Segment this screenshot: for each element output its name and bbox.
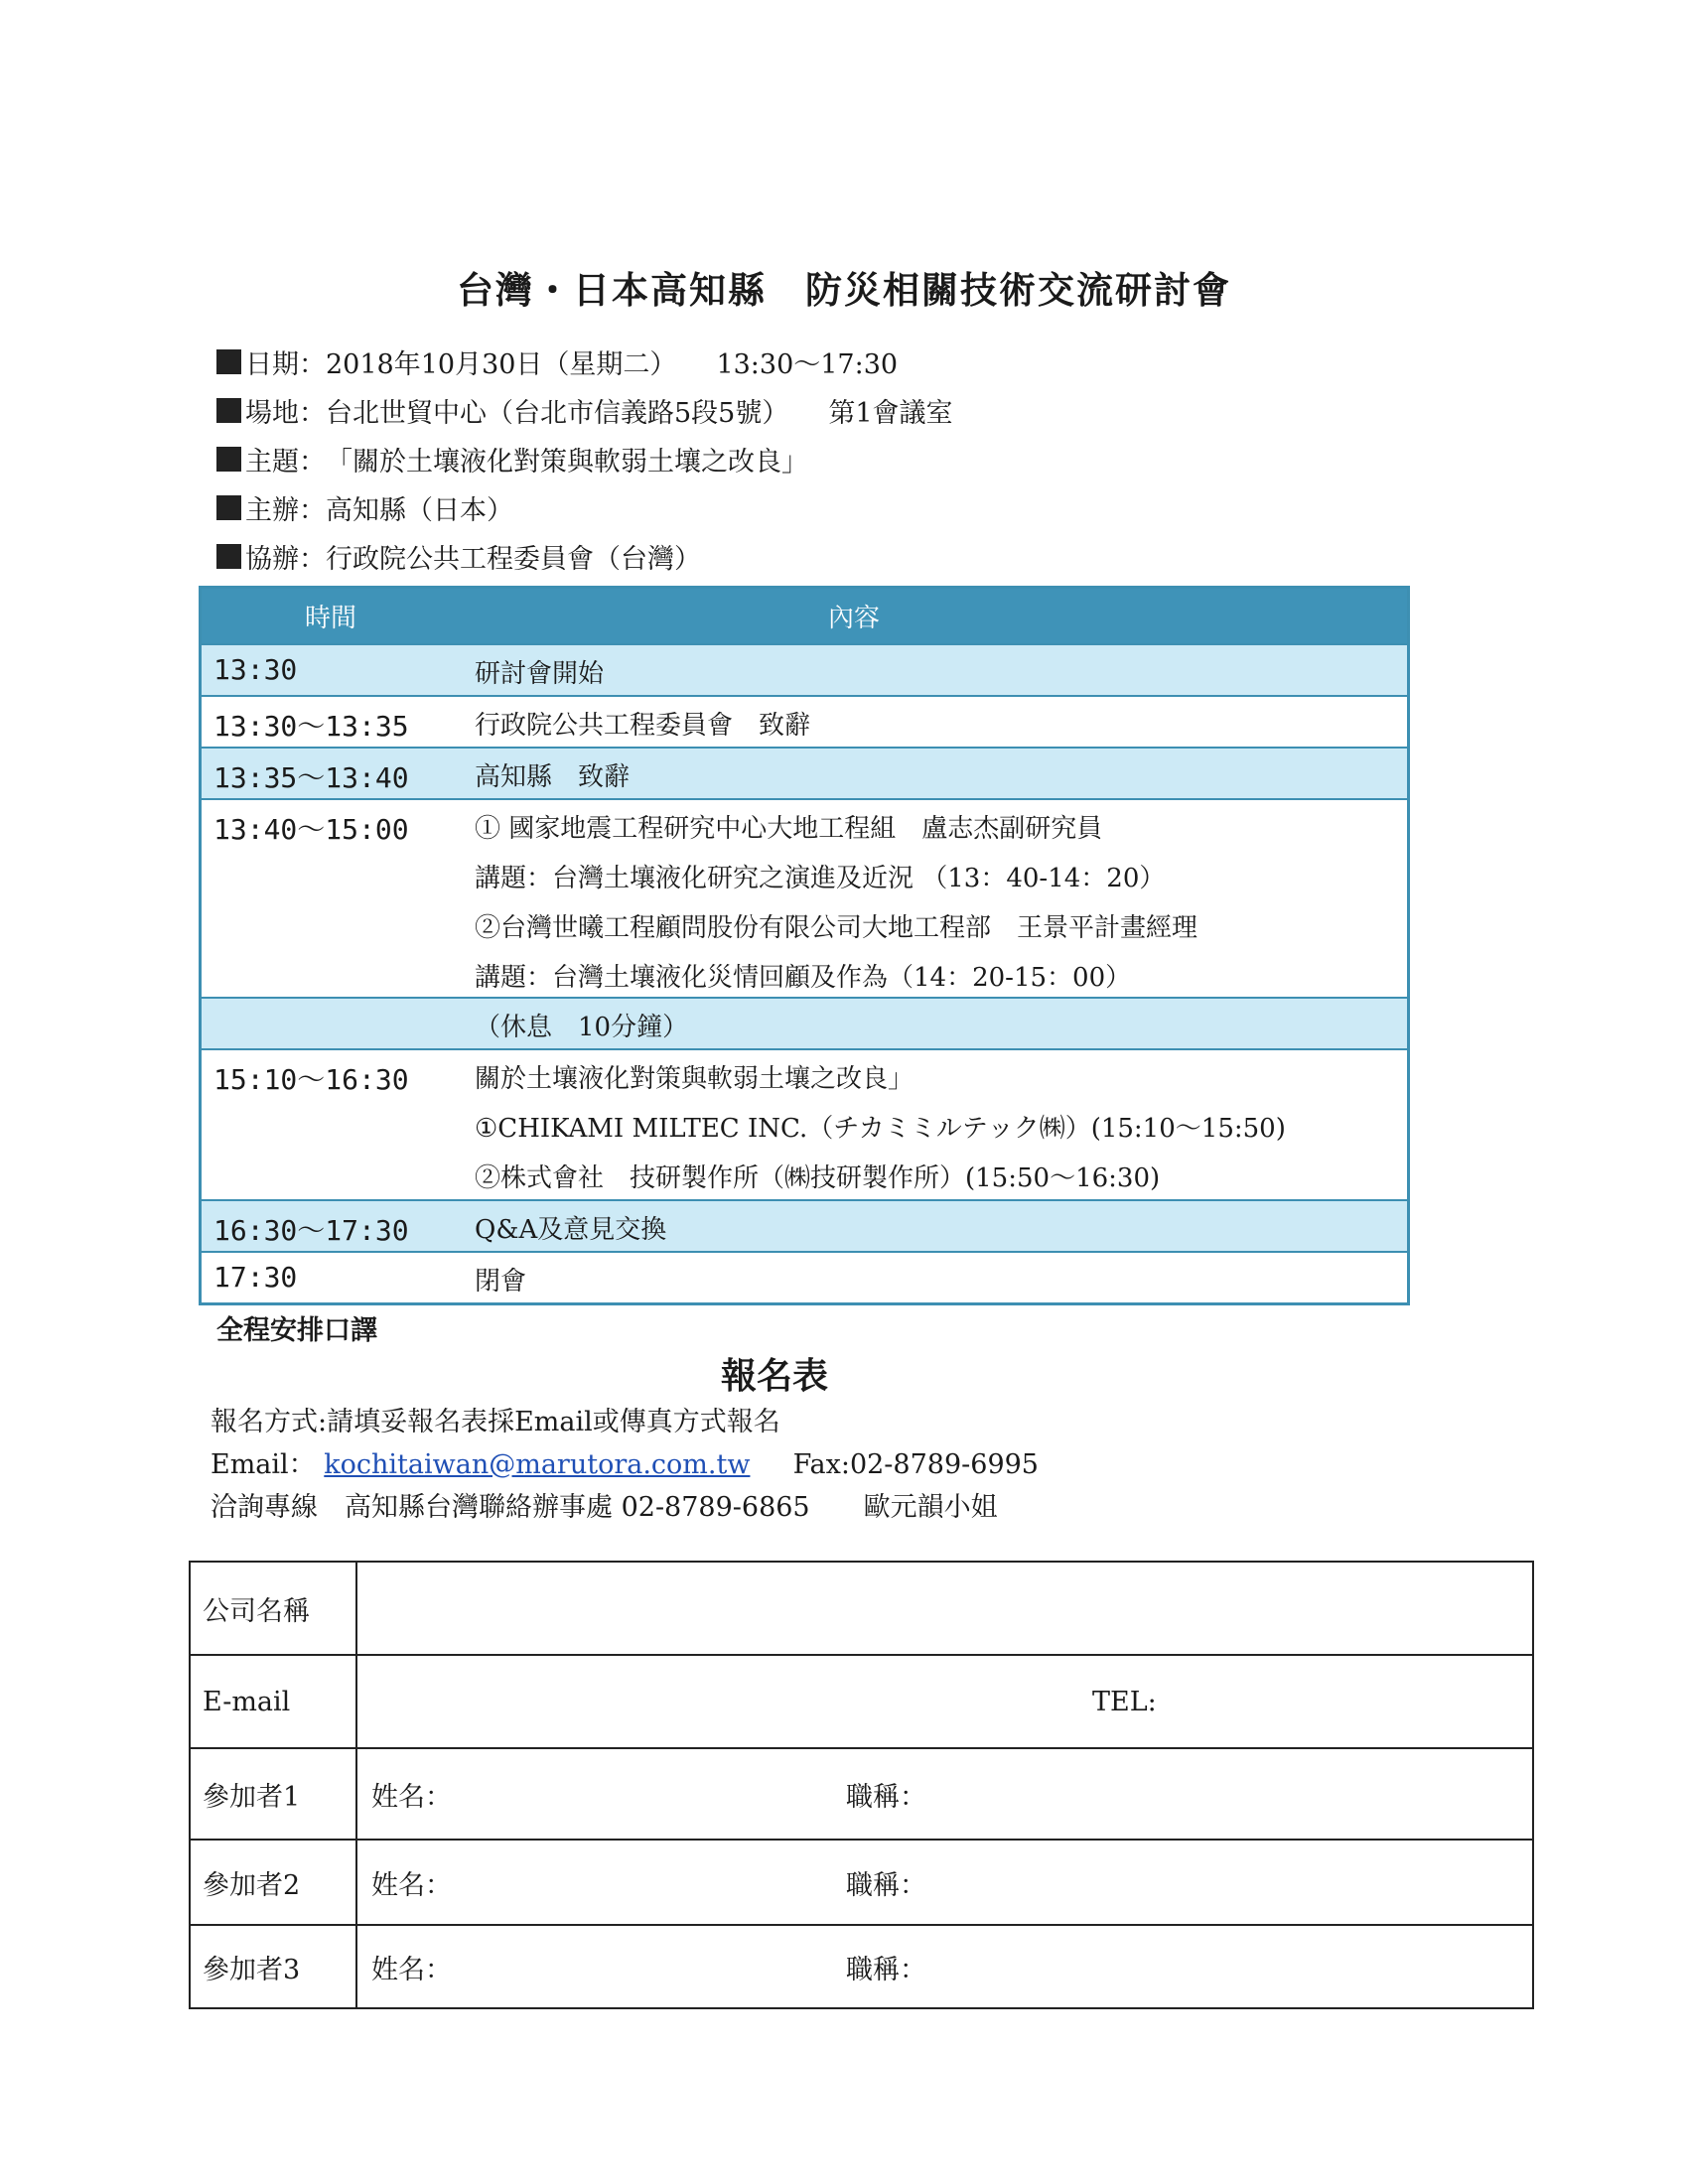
registration-info	[211, 1400, 1039, 1528]
position-label: 職稱：	[846, 1954, 926, 1985]
square-bullet-icon	[216, 544, 241, 569]
registration-title: 報名表	[720, 1355, 828, 1397]
row-content: 高知縣 致辭	[475, 762, 631, 792]
form-row-company	[191, 1563, 1532, 1654]
company-label: 公司名稱	[191, 1563, 357, 1654]
row-time: 13:30～13:35	[213, 710, 409, 743]
position-label: 職稱：	[846, 1781, 926, 1813]
row-time: 13:40～15:00	[213, 813, 409, 846]
square-bullet-icon	[216, 447, 241, 472]
row-content: Q&A及意見交換	[475, 1215, 667, 1245]
name-label: 姓名：	[371, 1954, 452, 1985]
table-row	[202, 798, 1407, 997]
table-row	[202, 1048, 1407, 1199]
header-content: 內容	[827, 604, 880, 633]
info-organizer: 主辦： 高知縣（日本）	[216, 483, 953, 532]
email-input[interactable]	[357, 1656, 1532, 1747]
table-row	[202, 1199, 1407, 1251]
row-time: 16:30～17:30	[213, 1214, 409, 1247]
square-bullet-icon	[216, 495, 241, 520]
schedule-header	[202, 589, 1407, 643]
table-row	[202, 997, 1407, 1048]
table-row	[202, 695, 1407, 747]
participant-input[interactable]	[357, 1749, 1532, 1839]
row-time: 17:30	[213, 1261, 298, 1294]
form-row-email	[191, 1654, 1532, 1747]
form-row-participant	[191, 1839, 1532, 1924]
info-topic: 主題： 「關於土壤液化對策與軟弱土壤之改良」	[216, 435, 953, 483]
event-info	[216, 338, 953, 581]
email-link[interactable]: kochitaiwan@marutora.com.tw	[324, 1449, 751, 1480]
row-content: ① 國家地震工程研究中心大地工程組 盧志杰副研究員 講題：台灣土壤液化研究之演進及近況 （13：40-14：20） ②台灣世曦工程顧問股份有限公司大地工程部 王景平計畫經理 講題：台灣土壤液化災情回顧及作為（14：20-15：00）	[475, 814, 1198, 993]
table-row	[202, 747, 1407, 798]
page-title: 台灣・日本高知縣 防災相關技術交流研討會	[457, 268, 1231, 312]
participant-label: 參加者3	[191, 1926, 357, 2007]
schedule-table	[199, 586, 1410, 1305]
row-time: 15:10～16:30	[213, 1063, 409, 1096]
position-label: 職稱：	[846, 1869, 926, 1901]
row-content: 閉會	[475, 1267, 527, 1297]
form-row-participant	[191, 1924, 1532, 2007]
row-content: 研討會開始	[475, 659, 605, 689]
registration-contact-line: Email： kochitaiwan@marutora.com.tw Fax:02-8789-6995	[211, 1449, 1039, 1480]
email-label: E-mail	[191, 1656, 357, 1747]
table-row	[202, 643, 1407, 695]
square-bullet-icon	[216, 349, 241, 374]
company-input[interactable]	[357, 1563, 1532, 1654]
interpretation-note: 全程安排口譯	[216, 1315, 377, 1346]
registration-form	[189, 1561, 1534, 2009]
inquiry-line: 洽詢專線 高知縣台灣聯絡辦事處 02-8789-6865 歐元韻小姐	[211, 1492, 998, 1523]
fax-number: Fax:02-8789-6995	[792, 1449, 1039, 1480]
info-venue: 場地： 台北世貿中心（台北市信義路5段5號） 第1會議室	[216, 386, 953, 435]
row-content: 行政院公共工程委員會 致辭	[475, 711, 811, 741]
table-row	[202, 1251, 1407, 1302]
name-label: 姓名：	[371, 1869, 452, 1901]
row-time: 13:35～13:40	[213, 761, 409, 794]
square-bullet-icon	[216, 398, 241, 423]
form-row-participant	[191, 1747, 1532, 1839]
participant-input[interactable]	[357, 1926, 1532, 2007]
participant-label: 參加者1	[191, 1749, 357, 1839]
info-date: 日期： 2018年10月30日（星期二） 13:30～17:30	[216, 338, 953, 386]
name-label: 姓名：	[371, 1781, 452, 1813]
row-time	[202, 999, 455, 1048]
row-time: 13:30	[213, 653, 298, 686]
row-content: （休息 10分鐘）	[475, 1013, 689, 1042]
participant-input[interactable]	[357, 1841, 1532, 1924]
info-co-organizer: 協辦： 行政院公共工程委員會（台灣）	[216, 532, 953, 581]
tel-label: TEL:	[1092, 1686, 1157, 1717]
row-content: 關於土壤液化對策與軟弱土壤之改良」 ①CHIKAMI MILTEC INC.（チカミミルテック㈱）(15:10～15:50) ②株式會社 技研製作所（㈱技研製作所）(15:50～16:30)	[475, 1064, 1286, 1193]
registration-method: 報名方式:請填妥報名表採Email或傳真方式報名	[211, 1407, 780, 1437]
participant-label: 參加者2	[191, 1841, 357, 1924]
header-time: 時間	[304, 604, 356, 633]
